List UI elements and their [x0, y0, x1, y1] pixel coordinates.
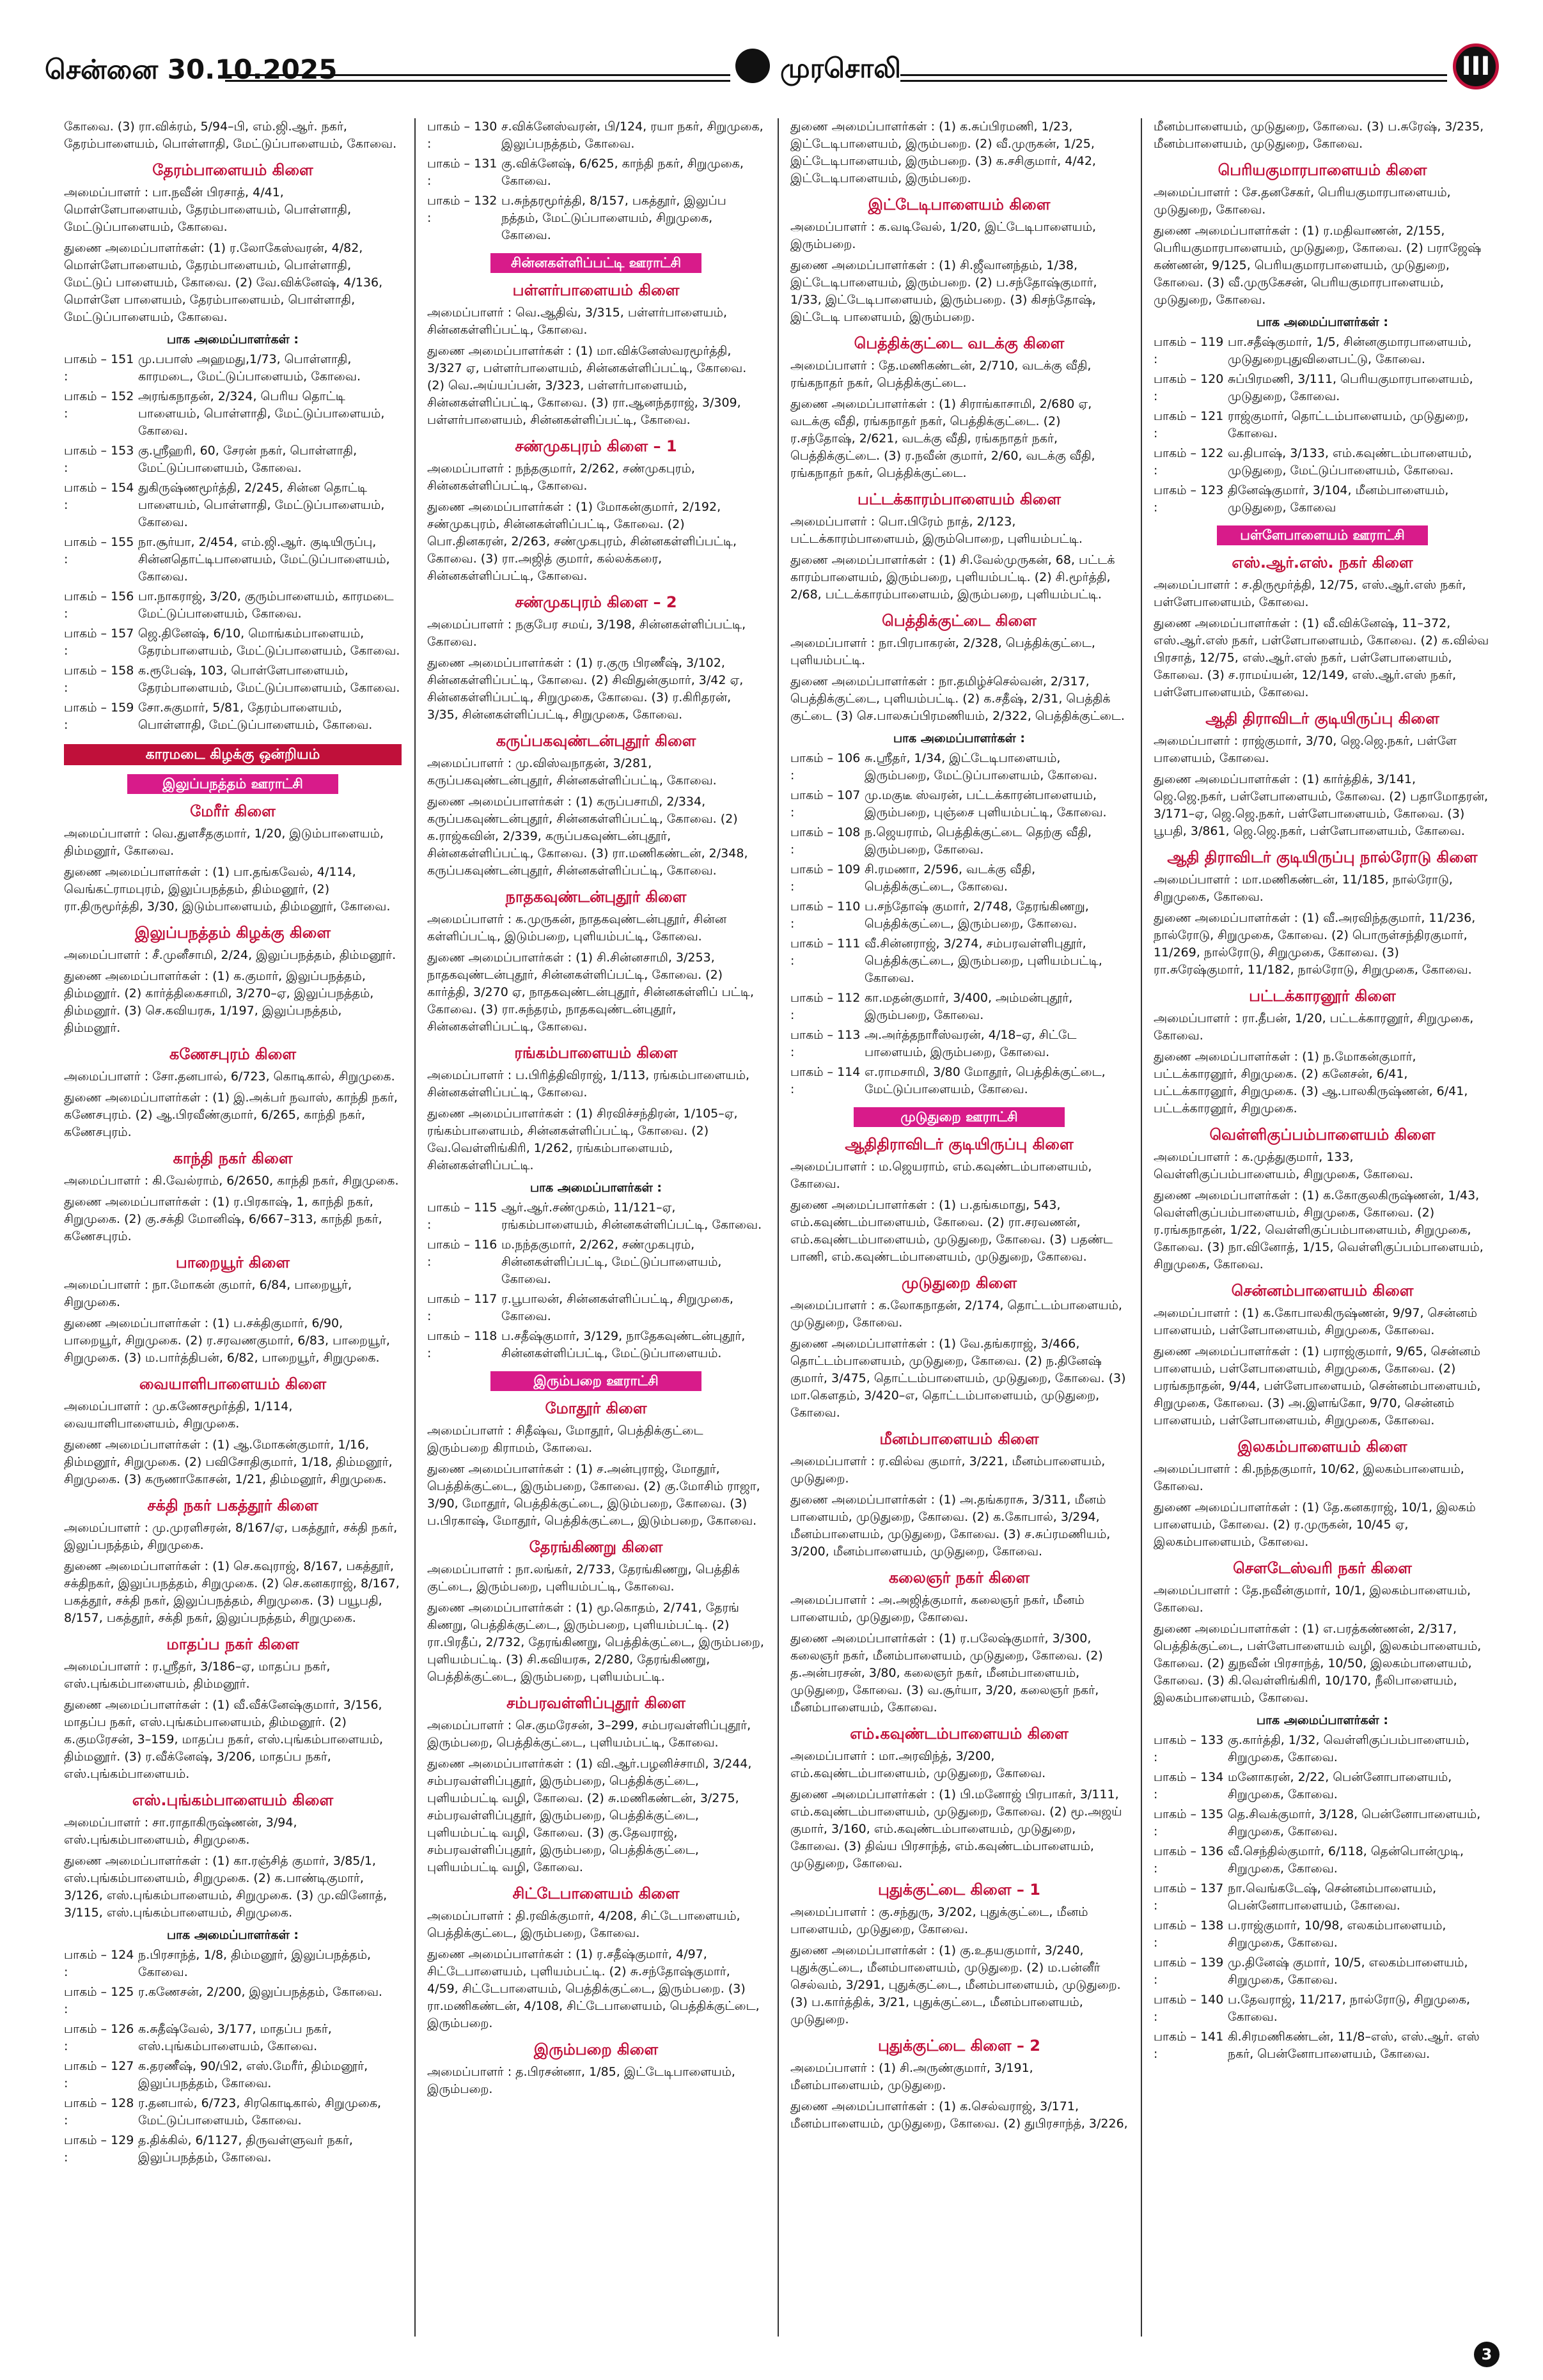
booth-entry: [64, 662, 402, 697]
branch-heading: கருப்பகவுண்டன்புதூர் கிளை: [496, 732, 696, 750]
booth-entry: [790, 1027, 1128, 1061]
paragraph: துணை அமைப்பாளர்கள் : (1) ஆ.மோகன்குமார், 1/16, திம்மனூர், சிறுமுகை. (2) பவிசோதிகுமார், 1/18, திம்மனூர், சிறுமுகை. (3) கருணாகோசன், 1/21, திம்மனூர், சிறுமுகை.: [64, 1438, 393, 1486]
booth-organizer: சி.ரமணா, 2/596, வடக்கு வீதி, பெத்திக்குட்டை, கோவை.: [865, 862, 1036, 894]
paragraph: அமைப்பாளர் : கு.சந்துரு, 3/202, புதுக்குட்டை, மீனம் பாளையம், முடுதுறை, கோவை.: [790, 1905, 1088, 1936]
branch-heading: இரும்பறை கிளை: [533, 2041, 659, 2058]
booth-organizer: க.ரூபேஷ், 103, பொள்ளேபாளையம், தேரம்பாளையம், மேட்டுப்பாளையம், கோவை.: [138, 664, 400, 695]
paragraph: துணை அமைப்பாளர்கள் : (1) ச.அன்புராஜ், மோதூர், பெத்திக்குட்டை, இரும்பறை, கோவை. (2) கு.மோசிம் ராஜா, 3/90, மோதூர், பெத்திக்குட்டை, இடும்பறை, கோவை. (3) ப.பிரகாஷ், மோதூர், பெத்திக்குட்டை, இடும்பறை, கோவை.: [427, 1462, 760, 1528]
booth-number: பாகம் – 119 :: [1154, 335, 1224, 366]
paragraph: துணை அமைப்பாளர்கள் : (1) பி.மனோஜ் பிரபாகர், 3/111, எம்.கவுண்டம்பாளையம், முடுதுறை, கோவை. (2) மூ.அஜய் குமார், 3/160, எம்.கவுண்டம்பாளையம், முடுதுறை, கோவை. (3) திவ்ய பிரசாந்த், எம்.கவுண்டம்பாளையம், முடுதுறை, கோவை.: [790, 1787, 1122, 1871]
branch-heading: சண்முகபுரம் கிளை – 2: [515, 593, 677, 611]
branch-heading: பட்டக்காரனூர் கிளை: [1249, 987, 1396, 1005]
paragraph: துணை அமைப்பாளர்கள் : (1) வே.தங்கராஜ், 3/466, தொட்டம்பாளையம், முடுதுறை, கோவை. (2) ந.தினேஷ் குமார், 3/475, தொட்டம்பாளையம், முடுதுறை, கோவை. (3) மா.கௌதம், 3/420–எ, தொட்டம்பாளையம், முடுதுறை, கோவை.: [790, 1337, 1126, 1420]
booth-entry: [1154, 1806, 1491, 1840]
panchayat-heading-tag: முடுதுறை ஊராட்சி: [854, 1107, 1065, 1127]
panchayat-heading-tag: இரும்பறை ஊராட்சி: [490, 1371, 701, 1391]
masthead-rule-left: [225, 74, 730, 82]
booth-entry: [1154, 408, 1491, 442]
booth-number: பாகம் – 118 :: [427, 1329, 497, 1360]
booth-entry: [790, 1064, 1128, 1098]
booth-organizer: வீ.செந்தில்குமார், 6/118, தென்பொன்முடி, சிறுமுகை, கோவை.: [1228, 1844, 1464, 1876]
booth-entry: [1154, 1954, 1491, 1989]
branch-heading: சக்தி நகர் பகத்தூர் கிளை: [147, 1497, 318, 1514]
booth-entry: [64, 2095, 402, 2129]
branch-heading: சிட்டேபாளையம் கிளை: [512, 1885, 680, 1902]
paragraph: துணை அமைப்பாளர்கள் : (1) இ.அக்பர் நவாஸ், காந்தி நகர், கணேசபுரம். (2) ஆ.பிரவீண்குமார், 6/265, காந்தி நகர், கணேசபுரம்.: [64, 1091, 398, 1139]
booth-number: பாகம் – 112 :: [790, 991, 861, 1022]
branch-heading: எம்.கவுண்டம்பாளையம் கிளை: [850, 1725, 1069, 1743]
booth-organizer: துகிருஷ்ணமூர்த்தி, 2/245, சின்ன தொட்டி பாளையம், பொள்ளாதி, மேட்டுப்பாளையம், கோவை.: [138, 481, 385, 529]
booth-organizer: ஜெ.தினேஷ், 6/10, மொங்கம்பாளையம், தேரம்பாளையம், மேட்டுப்பாளையம், கோவை.: [138, 626, 400, 658]
branch-heading: வெள்ளிகுப்பம்பாளையம் கிளை: [1209, 1126, 1436, 1144]
paragraph: துணை அமைப்பாளர்கள் : (1) பராஜ்குமார், 9/65, சென்னம் பாளையம், பள்ளேபாளையம், சிறுமுகை, கோவை. (2) பரங்கநாதன், 9/44, பள்ளேபாளையம், சென்னம்பாளையம், சிறுமுகை, கோவை. (3) அ.இளங்கோ, 9/70, சென்னம் பாளையம், பள்ளேபாளையம், சிறுமுகை, கோவை.: [1154, 1344, 1481, 1427]
booth-entry: [1154, 2028, 1491, 2063]
paragraph: துணை அமைப்பாளர்கள் : நா.தமிழ்ச்செல்வன், 2/317, பெத்திக்குட்டை, புளியம்பட்டி. (2) க.சதீஷ், 2/31, பெத்திக் குட்டை (3) செ.பாலசுப்பிரமணியம், 2/322, பெத்திக்குட்டை.: [790, 674, 1125, 723]
branch-heading: இலகம்பாளையம் கிளை: [1237, 1438, 1407, 1456]
paragraph: அமைப்பாளர் : க.முத்துகுமார், 133, வெள்ளிகுப்பம்பாளையம், சிறுமுகை, கோவை.: [1154, 1150, 1414, 1181]
booth-organizer: கு.விக்னேஷ், 6/625, காந்தி நகர், சிறுமுகை, கோவை.: [501, 157, 744, 188]
branch-heading: ஆதி திராவிடர் குடியிருப்பு நால்ரோடு கிளை: [1167, 848, 1478, 866]
paragraph: துணை அமைப்பாளர்கள் : (1) க.சுப்பிரமணி, 1/23, இட்டேடிபாளையம், இரும்பறை. (2) வீ.முருகன், 1/25, இட்டேடிபாளையம், இரும்பறை. (3) க.சசிகுமார், 4/42, இட்டேடிபாளையம், இரும்பறை.: [790, 120, 1096, 185]
booth-number: பாகம் – 133 :: [1154, 1733, 1224, 1764]
booth-number: பாகம் – 110 :: [790, 899, 861, 931]
paragraph: அமைப்பாளர் : நந்தகுமார், 2/262, சண்முகபுரம், சின்னகள்ளிப்பட்டி, கோவை.: [427, 462, 695, 493]
masthead-date: சென்னை 30.10.2025: [45, 54, 338, 85]
branch-heading: பெத்திக்குட்டை வடக்கு கிளை: [854, 334, 1065, 352]
paragraph: துணை அமைப்பாளர்கள் : (1) சி.ஜீவானந்தம், 1/38, இட்டேடிபாளையம், இரும்பறை. (2) ப.சந்தோஷ்குமார், 1/33, இட்டேடிபாளையம், இரும்பறை. (3) கிசந்தோஷ், இட்டேடி பாளையம், இரும்பறை.: [790, 258, 1097, 324]
paragraph: அமைப்பாளர் : பொ.பிரேம் நாத், 2/123, பட்டக்காரம்பாளையம், இரும்பொறை, புளியம்பட்டி.: [790, 515, 1083, 546]
booth-entry: [790, 787, 1128, 821]
paragraph: அமைப்பாளர் : மா.மணிகண்டன், 11/185, நால்ரோடு, சிறுமுகை, கோவை.: [1154, 873, 1453, 904]
paragraph: அமைப்பாளர் : நா.லங்கர், 2/733, தேரங்கிணறு, பெத்திக் குட்டை, இரும்பறை, புளியம்பட்டி, கோவை.: [427, 1562, 740, 1594]
paragraph: அமைப்பாளர் : கி.நந்தகுமார், 10/62, இலகம்பாளையம், கோவை.: [1154, 1462, 1464, 1493]
booth-number: பாகம் – 108 :: [790, 825, 861, 857]
booth-entry: [64, 1947, 402, 1981]
booth-number: பாகம் – 138 :: [1154, 1918, 1224, 1950]
paragraph: துணை அமைப்பாளர்கள் : (1) ப.சக்திகுமார், 6/90, பாறையூர், சிறுமுகை. (2) ர.சரவணகுமார், 6/83, பாறையூர், சிறுமுகை. (3) ம.பார்த்திபன், 6/82, பாறையூர், சிறுமுகை.: [64, 1316, 390, 1365]
booth-entry: [64, 1984, 402, 2018]
column-2: [427, 118, 765, 2337]
booth-number: பாகம் – 129 :: [64, 2133, 134, 2165]
paragraph: அமைப்பாளர் : வெ.ஆதிவ், 3/315, பள்ளர்பாளையம், சின்னகள்ளிப்பட்டி, கோவை.: [427, 306, 728, 337]
booth-number: பாகம் – 109 :: [790, 862, 861, 894]
branch-heading: கலைஞர் நகர் கிளை: [888, 1569, 1030, 1587]
paragraph: மீனம்பாளையம், முடுதுறை, கோவை. (3) ப.சுரேஷ், 3/235, மீனம்பாளையம், முடுதுறை, கோவை.: [1154, 120, 1484, 151]
booth-organizer: ராஜ்குமார், தொட்டம்பாளையம், முடுதுறை, கோவை.: [1228, 409, 1469, 440]
branch-heading: ரங்கம்பாளையம் கிளை: [514, 1044, 678, 1062]
booth-entry: [64, 699, 402, 734]
booth-entry: [790, 990, 1128, 1024]
branch-heading: சென்னம்பாளையம் கிளை: [1231, 1282, 1414, 1300]
booth-number: பாகம் – 159 :: [64, 701, 134, 732]
booth-organizer: சு.ஸ்ரீதர், 1/34, இட்டேடிபாளையம், இரும்பறை, மேட்டுப்பாளையம், கோவை.: [865, 751, 1098, 782]
booth-organizer: அரங்கநாதன், 2/324, பெரிய தொட்டி பாளையம், பொள்ளாதி, மேட்டுப்பாளையம், கோவை.: [138, 389, 385, 438]
paragraph: அமைப்பாளர் : நா.பிரபாகரன், 2/328, பெத்திக்குட்டை, புளியம்பட்டி.: [790, 636, 1095, 667]
sub-heading: பாக அமைப்பாளர்கள் :: [529, 1181, 662, 1195]
booth-number: பாகம் – 120 :: [1154, 372, 1224, 403]
booth-entry: [790, 861, 1128, 896]
paragraph: அமைப்பாளர் : ராஜ்குமார், 3/70, ஜெ.ஜெ.நகர், பள்ளே பாளையம், கோவை.: [1154, 734, 1457, 765]
booth-number: பாகம் – 106 :: [790, 751, 861, 782]
booth-organizer: கு.ஸ்ரீஹரி, 60, சேரன் நகர், பொள்ளாதி, மேட்டுப்பாளையம், கோவை.: [138, 444, 357, 475]
union-heading-bar: காரமடை கிழக்கு ஒன்றியம்: [64, 744, 402, 765]
branch-heading: புதுக்குட்டை கிளை – 1: [878, 1881, 1040, 1899]
booth-entry: [1154, 445, 1491, 479]
newspaper-logo-icon: [735, 49, 770, 83]
branch-heading: தேரங்கிணறு கிளை: [529, 1538, 663, 1556]
paragraph: அமைப்பாளர் : நா.மோகன் குமார், 6/84, பாறையூர், சிறுமுகை.: [64, 1278, 352, 1309]
booth-entry: [1154, 1732, 1491, 1766]
booth-entry: [427, 192, 765, 244]
booth-entry: [64, 534, 402, 586]
booth-organizer: மு.தினேஷ் குமார், 10/5, எலகம்பாளையம், சிறுமுகை, கோவை.: [1228, 1956, 1468, 1987]
branch-heading: பெத்திக்குட்டை கிளை: [882, 612, 1037, 630]
booth-number: பாகம் – 156 :: [64, 589, 134, 621]
paragraph: துணை அமைப்பாளர்கள் : (1) கு.உதயகுமார், 3/240, புதுக்குட்டை, மீனம்பாளையம், முடுதுறை. (2) ம.பன்னீர் செல்வம், 3/291, புதுக்குட்டை, மீனம்பாளையம், முடுதுறை. (3) ப.கார்த்திக், 3/21, புதுக்குட்டை, மீனம்பாளையம், முடுதுறை.: [790, 1943, 1121, 2026]
paragraph: துணை அமைப்பாளர்கள் : (1) மூ.கொதம், 2/741, தேரங் கிணறு, பெத்திக்குட்டை, இரும்பறை, புளியம்பட்டி. (2) ரா.பிரதீப், 2/732, தேரங்கிணறு, பெத்திக்குட்டை, இரும்பறை, புளியம்பட்டி. (3) சி.கவியரசு, 2/280, தேரங்கிணறு, பெத்திக்குட்டை, இரும்பறை, புளியம்பட்டி.: [427, 1601, 764, 1684]
booth-organizer: மனோகரன், 2/22, பென்னோபாளையம், சிறுமுகை, கோவை.: [1228, 1770, 1452, 1801]
paragraph: துணை அமைப்பாளர்கள் : (1) வி.ஆர்.பழனிச்சாமி, 3/244, சம்பரவள்ளிப்புதூர், இரும்பறை, பெத்திக்குட்டை, புளியம்பட்டி வழி, கோவை. (2) சு.மணிகண்டன், 3/275, சம்பரவள்ளிப்புதூர், இரும்பறை, பெத்திக்குட்டை, புளியம்பட்டி வழி, கோவை. (3) கு.தேவராஜ், சம்பரவள்ளிப்புதூர், இரும்பறை, பெத்திக்குட்டை, புளியம்பட்டி வழி, கோவை.: [427, 1757, 752, 1874]
booth-entry: [64, 2132, 402, 2166]
paragraph: துணை அமைப்பாளர்கள் : (1) கார்த்திக், 3/141, ஜெ.ஜெ.நகர், பள்ளேபாளையம், கோவை. (2) பதாமோதரன், 3/171–ஏ, ஜெ.ஜெ.நகர், பள்ளேபாளையம், கோவை. (3) பூபதி, 3/861, ஜெ.ஜெ.நகர், பள்ளேபாளையம், கோவை.: [1154, 772, 1489, 838]
paragraph: அமைப்பாளர் : ர.ஸ்ரீதர், 3/186–ஏ, மாதப்ப நகர், எஸ்.புங்கம்பாளையம், திம்மனூர்.: [64, 1660, 331, 1691]
booth-organizer: ந.பிரசாந்த், 1/8, திம்மனூர், இலுப்பநத்தம், கோவை.: [138, 1948, 372, 1979]
paragraph: துணை அமைப்பாளர்கள் : (1) சி.வேல்முருகன், 68, பட்டக் காரம்பாளையம், இரும்பறை, புளியம்பட்டி. (2) சி.மூர்த்தி, 2/68, பட்டக்காரம்பாளையம், இரும்பறை, புளியம்பட்டி.: [790, 553, 1115, 602]
booth-number: பாகம் – 121 :: [1154, 409, 1224, 440]
paragraph: அமைப்பாளர் : மு.கணேசமூர்த்தி, 1/114, வையாளிபாளையம், சிறுமுகை.: [64, 1399, 293, 1431]
paragraph: துணை அமைப்பாளர்கள் : (1) வீ.வீக்னேஷ்குமார், 3/156, மாதப்ப நகர், எஸ்.புங்கம்பாளையம், திம்மனூர். (2) க.குமரேசன், 3–159, மாதப்ப நகர், எஸ்.புங்கம்பாளையம், திம்மனூர். (3) ர.வீக்னேஷ், 3/206, மாதப்ப நகர், எஸ்.புங்கம்பாளையம்.: [64, 1698, 384, 1781]
booth-entry: [1154, 334, 1491, 368]
branch-heading: சௌடேஸ்வரி நகர் கிளை: [1233, 1559, 1412, 1577]
booth-entry: [427, 1291, 765, 1325]
booth-organizer: நா.வெங்கடேஷ், சென்னம்பாளையம், பென்னோபாளையம், கோவை.: [1228, 1881, 1437, 1913]
paragraph: துணை அமைப்பாளர்கள் : (1) க.கோகுலகிருஷ்ணன், 1/43, வெள்ளிகுப்பம்பாளையம், சிறுமுகை, கோவை. (2) ர.ரங்கநாதன், 1/22, வெள்ளிகுப்பம்பாளையம், சிறுமுகை, கோவை. (3) நா.வினோத், 1/15, வெள்ளிகுப்பம்பாளையம், சிறுமுகை, கோவை.: [1154, 1188, 1484, 1272]
booth-entry: [1154, 1769, 1491, 1803]
paragraph: துணை அமைப்பாளர்கள் : (1) ர.மதிவாணன், 2/155, பெரியகுமாரபாளையம், முடுதுறை, கோவை. (2) பராஜேஷ் கண்ணன், 9/125, பெரியகுமாரபாளையம், முடுதுறை, கோவை. (3) வீ.முருகேசன், பெரியகுமாரபாளையம், முடுதுறை, கோவை.: [1154, 224, 1482, 307]
booth-entry: [790, 824, 1128, 859]
booth-organizer: ர.தனபால், 6/723, சிரகொடிகால், சிறுமுகை, மேட்டுப்பாளையம், கோவை.: [138, 2096, 382, 2127]
page-number-badge: III: [1453, 43, 1499, 89]
booth-organizer: எ.ராமசாமி, 3/80 மோதூர், பெத்திக்குட்டை, மேட்டுப்பாளையம், கோவை.: [865, 1065, 1106, 1096]
branch-heading: பெரியகுமாரபாளையம் கிளை: [1218, 161, 1427, 179]
booth-number: பாகம் – 157 :: [64, 626, 134, 658]
paragraph: துணை அமைப்பாளர்கள் : (1) பா.தங்கவேல், 4/114, வெங்கட்ராமபுரம், இலுப்பநத்தம், திம்மனூர், (2) ரா.திருமூர்த்தி, 3/30, இடும்பாளையம், திம்மனூர், கோவை.: [64, 865, 391, 914]
branch-heading: கணேசபுரம் கிளை: [169, 1045, 297, 1063]
booth-entry: [64, 388, 402, 440]
booth-number: பாகம் – 114 :: [790, 1065, 861, 1096]
panchayat-heading-tag: பள்ளேபாளையம் ஊராட்சி: [1217, 525, 1428, 545]
column-divider: [1141, 118, 1142, 2337]
booth-organizer: கி.சிரமணிகண்டன், 11/8–எஸ், எஸ்.ஆர். எஸ் நகர், பென்னோபாளையம், கோவை.: [1228, 2030, 1480, 2061]
paragraph: துணை அமைப்பாளர்கள் : (1) ர.பலேஷ்குமார், 3/300, கலைஞர் நகர், மீனம்பாளையம், முடுதுறை, கோவை. (2) த.அன்பரசன், 3/80, கலைஞர் நகர், மீனம்பாளையம், முடுதுறை, கோவை. (3) வ.சூர்யா, 3/20, கலைஞர் நகர், மீனம்பாளையம், கோவை.: [790, 1631, 1103, 1715]
paragraph: துணை அமைப்பாளர்கள் : (1) ர.பிரகாஷ், 1, காந்தி நகர், சிறுமுகை. (2) கு.சக்தி மோனிஷ், 6/667–313, காந்தி நகர், கணேசபுரம்.: [64, 1195, 382, 1243]
paragraph: துணை அமைப்பாளர்கள் : (1) ர.குரு பிரணீஷ், 3/102, சின்னகள்ளிப்பட்டி, கோவை. (2) சிவிதுன்குமார், 3/42 ஏ, சின்னகள்ளிப்பட்டி, சிறுமுகை, கோவை. (3) ர.கிரிதரன், 3/35, சின்னகள்ளிப்பட்டி, சிறுமுகை, கோவை.: [427, 656, 744, 722]
booth-organizer: சுப்பிரமணி, 3/111, பெரியகுமாரபாளையம், முடுதுறை, கோவை.: [1228, 372, 1473, 403]
booth-entry: [790, 750, 1128, 784]
booth-organizer: மு.மகுடீ ஸ்வரன், பட்டக்காரன்பாளையம், இரும்பறை, புஞ்சை புளியம்பட்டி, கோவை.: [865, 788, 1107, 820]
paragraph: துணை அமைப்பாளர்கள் : (1) கா.ரஞ்சித் குமார், 3/85/1, எஸ்.புங்கம்பாளையம், சிறுமுகை. (2) க.பாண்டிகுமார், 3/126, எஸ்.புங்கம்பாளையம், சிறுமுகை. (3) மு.வினோத், 3/115, எஸ்.புங்கம்பாளையம், சிறுமுகை.: [64, 1854, 388, 1920]
paragraph: துணை அமைப்பாளர்கள்: (1) ர.லோகேஸ்வரன், 4/82, மொள்ளேபாளையம், தேரம்பாளையம், பொள்ளாதி, மேட்டுப் பாளையம், கோவை. (2) வே.விக்னேஷ், 4/136, மொள்ளே பாளையம், தேரம்பாளையம், பொள்ளாதி, மேட்டுப்பாளையம், கோவை.: [64, 241, 383, 324]
booth-entry: [1154, 371, 1491, 405]
paragraph: துணை அமைப்பாளர்கள் : (1) தே.கனகராஜ், 10/1, இலகம் பாளையம், கோவை. (2) ர.முருகன், 10/45 ஏ, இலகம்பாளையம், கோவை.: [1154, 1500, 1476, 1549]
sub-heading: பாக அமைப்பாளர்கள் :: [166, 1928, 299, 1942]
booth-number: பாகம் – 123 :: [1154, 483, 1224, 515]
booth-entry: [1154, 1843, 1491, 1878]
booth-organizer: ச.விக்னேஸ்வரன், பி/124, ரயா நகர், சிறுமுகை, இலுப்பநத்தம், கோவை.: [501, 120, 764, 151]
branch-heading: இட்டேடிபாளையம் கிளை: [868, 196, 1051, 214]
booth-number: பாகம் – 117 :: [427, 1292, 497, 1323]
branch-heading: எஸ்.புங்கம்பாளையம் கிளை: [132, 1791, 334, 1809]
booth-number: பாகம் – 137 :: [1154, 1881, 1224, 1913]
booth-organizer: ப.ராஜ்குமார், 10/98, எலகம்பாளையம், சிறுமுகை, கோவை.: [1228, 1918, 1446, 1950]
booth-organizer: ஆர்.ஆர்.சண்முகம், 11/121–ஏ, ரங்கம்பாளையம், சின்னகள்ளிப்பட்டி, கோவை.: [501, 1201, 762, 1232]
booth-number: பாகம் – 115 :: [427, 1201, 497, 1232]
booth-number: பாகம் – 125 :: [64, 1985, 134, 2016]
paragraph: அமைப்பாளர் : (1) சி.அருண்குமார், 3/191, மீனம்பாளையம், முடுதுறை.: [790, 2061, 1033, 2092]
branch-heading: முடுதுறை கிளை: [901, 1274, 1017, 1292]
paragraph: அமைப்பாளர் : க.வடிவேல், 1/20, இட்டேடிபாளையம், இரும்பறை.: [790, 220, 1097, 251]
branch-heading: மீனம்பாளையம் கிளை: [879, 1430, 1039, 1448]
branch-heading: பட்டக்காரம்பாளையம் கிளை: [857, 490, 1061, 508]
booth-number: பாகம் – 152 :: [64, 389, 134, 421]
booth-entry: [427, 1199, 765, 1234]
booth-number: பாகம் – 140 :: [1154, 1993, 1224, 2024]
branch-heading: சம்பரவள்ளிப்புதூர் கிளை: [506, 1694, 685, 1712]
booth-organizer: க.தரணீஷ், 90/பி2, எஸ்.மேரீர், திம்மனூர், இலுப்பநத்தம், கோவை.: [138, 2059, 368, 2090]
paragraph: துணை அமைப்பாளர்கள் : (1) க.குமார், இலுப்பநத்தம், திம்மனூர். (2) கார்த்திகைசாமி, 3/270–ஏ, இலுப்பநத்தம், திம்மனூர். (3) செ.கவியரசு, 1/197, இலுப்பநத்தம், திம்மனூர்.: [64, 969, 374, 1035]
paragraph: துணை அமைப்பாளர்கள் : (1) அ.தங்கராசு, 3/311, மீனம் பாளையம், முடுதுறை, கோவை. (2) க.கோபால், 3/294, மீனம்பாளையம், முடுதுறை, கோவை. (3) ச.சுப்ரமணியம், 3/200, மீனம்பாளையம், முடுதுறை, கோவை.: [790, 1493, 1111, 1559]
booth-number: பாகம் – 132 :: [427, 194, 497, 225]
newspaper-title: முரசொலி: [780, 52, 901, 84]
paragraph: துணை அமைப்பாளர்கள் : (1) எ.பரத்கண்ணன், 2/317, பெத்திக்குட்டை, பள்ளேபாளையம் வழி, இலகம்பாளையம், கோவை. (2) துநவீன் பிரசாந்த், 10/50, இலகம்பாளையம், கோவை. (3) கி.வெள்ளிங்கிரி, 10/170, நீலிபாளையம், இலகம்பாளையம், கோவை.: [1154, 1622, 1482, 1705]
panchayat-heading-tag: இலுப்பநத்தம் ஊராட்சி: [127, 774, 338, 794]
paragraph: துணை அமைப்பாளர்கள் : (1) சிராங்காசாமி, 2/680 ஏ, வடக்கு வீதி, ரங்கநாதர் நகர், பெத்திக்குட்டை. (2) ர.சந்தோஷ், 2/621, வடக்கு வீதி, ரங்கநாதர் நகர், பெத்திக்குட்டை. (3) ர.நவீன் குமார், 2/60, வடக்கு வீதி, ரங்கநாதர் நகர், பெத்திக்குட்டை.: [790, 397, 1095, 480]
booth-organizer: தினேஷ்குமார், 3/104, மீனம்பாளையம், முடுதுறை, கோவை: [1228, 483, 1449, 515]
paragraph: துணை அமைப்பாளர்கள் : (1) சிரவிச்சந்திரன், 1/105–ஏ, ரங்கம்பாளையம், சின்னகள்ளிப்பட்டி, கோவை. (2) வே.வெள்ளிங்கிரி, 1/262, ரங்கம்பாளையம், சின்னகள்ளிப்பட்டி.: [427, 1107, 738, 1172]
booth-organizer: ப.தேவராஜ், 11/217, நால்ரோடு, சிறுமுகை, கோவை.: [1228, 1993, 1471, 2024]
booth-organizer: சோ.சுகுமார், 5/81, தேரம்பாளையம், பொள்ளாதி, மேட்டுப்பாளையம், கோவை.: [138, 701, 373, 732]
paragraph: அமைப்பாளர் : (1) க.கோபாலகிருஷ்ணன், 9/97, சென்னம் பாளையம், பள்ளேபாளையம், சிறுமுகை, கோவை.: [1154, 1306, 1478, 1337]
paragraph: துணை அமைப்பாளர்கள் : (1) மா.விக்னேஸ்வரமூர்த்தி, 3/327 ஏ, பள்ளர்பாளையம், சின்னகள்ளிப்பட்டி, கோவை. (2) வெ.அய்யப்பன், 3/323, பள்ளர்பாளையம், சின்னகள்ளிப்பட்டி, கோவை. (3) ரா.ஆனந்தராஜ், 3/309, பள்ளர்பாளையம், சின்னகள்ளிப்பட்டி, கோவை.: [427, 344, 747, 427]
branch-heading: காந்தி நகர் கிளை: [173, 1149, 293, 1167]
booth-entry: [64, 442, 402, 477]
column-1: [64, 118, 402, 2337]
paragraph: அமைப்பாளர் : வெ.துளசீதகுமார், 1/20, இடும்பாளையம், திம்மனூர், கோவை.: [64, 827, 384, 858]
paragraph: அமைப்பாளர் : ர.வில்வ குமார், 3/221, மீனம்பாளையம், முடுதுறை.: [790, 1454, 1106, 1486]
branch-heading: எஸ்.ஆர்.எஸ். நகர் கிளை: [1232, 554, 1413, 572]
column-divider: [414, 118, 416, 2337]
booth-entry: [64, 351, 402, 385]
paragraph: அமைப்பாளர் : க.லோகநாதன், 2/174, தொட்டம்பாளையம், முடுதுறை, கோவை.: [790, 1298, 1122, 1330]
paragraph: அமைப்பாளர் : சா.ராதாகிருஷ்ணன், 3/94, எஸ்.புங்கம்பாளையம், சிறுமுகை.: [64, 1816, 297, 1847]
booth-organizer: ர.கணேசன், 2/200, இலுப்பநத்தம், கோவை.: [138, 1985, 382, 1999]
column-4: [1154, 118, 1491, 2337]
paragraph: அமைப்பாளர் : த.பிரசன்னா, 1/85, இட்டேடிபாளையம், இரும்பறை.: [427, 2065, 735, 2096]
booth-organizer: அ.அர்த்தநாரீஸ்வரன், 4/18–ஏ, சிட்டே பாளையம், இரும்பறை, கோவை.: [865, 1028, 1077, 1059]
booth-number: பாகம் – 122 :: [1154, 446, 1224, 478]
branch-heading: நாதகவுண்டன்புதூர் கிளை: [505, 888, 687, 906]
paragraph: அமைப்பாளர் : ரா.தீபன், 1/20, பட்டக்காரனூர், சிறுமுகை, கோவை.: [1154, 1011, 1474, 1043]
paragraph: அமைப்பாளர் : சீ.முனீசாமி, 2/24, இலுப்பநத்தம், திம்மனூர்.: [64, 948, 396, 962]
sub-heading: பாக அமைப்பாளர்கள் :: [166, 332, 299, 346]
booth-organizer: ப.சந்தோஷ் குமார், 2/748, தேரங்கிணறு, பெத்திக்குட்டை, இரும்பறை, கோவை.: [865, 899, 1089, 931]
booth-organizer: ப.சுந்தரமூர்த்தி, 8/157, பகத்தூர், இலுப்ப நத்தம், மேட்டுப்பாளையம், சிறுமுகை, கோவை.: [501, 194, 726, 242]
booth-entry: [64, 625, 402, 660]
paragraph: துணை அமைப்பாளர்கள் : (1) வீ.விக்னேஷ், 11–372, எஸ்.ஆர்.எஸ் நகர், பள்ளேபாளையம், கோவை. (2) க.வில்வ பிரசாத், 12/75, எஸ்.ஆர்.எஸ் நகர், பள்ளேபாளையம், கோவை. (3) ச.ராமய்யன், 12/149, எஸ்.ஆர்.எஸ் நகர், பள்ளேபாளையம், கோவை.: [1154, 616, 1489, 699]
branch-heading: தேரம்பாளையம் கிளை: [152, 161, 313, 179]
booth-entry: [790, 898, 1128, 933]
booth-number: பாகம் – 113 :: [790, 1028, 861, 1059]
booth-organizer: பா.சதீஷ்குமார், 1/5, சின்னகுமாரபாளையம், முடுதுறைபுதுவிளைபட்டு, கோவை.: [1228, 335, 1472, 366]
booth-number: பாகம் – 139 :: [1154, 1956, 1224, 1987]
booth-entry: [1154, 1991, 1491, 2026]
booth-organizer: த.திக்கில், 6/1127, திருவள்ளுவர் நகர், இலுப்பநத்தம், கோவை.: [138, 2133, 353, 2165]
footer-page-number: 3: [1474, 2342, 1500, 2367]
booth-number: பாகம் – 128 :: [64, 2096, 134, 2127]
booth-number: பாகம் – 153 :: [64, 444, 134, 475]
branch-heading: இலுப்பநத்தம் கிழக்கு கிளை: [134, 924, 331, 942]
booth-organizer: ர.பூபாலன், சின்னகள்ளிப்பட்டி, சிறுமுகை, கோவை.: [501, 1292, 733, 1323]
paragraph: அமைப்பாளர் : பா.நவீன் பிரசாத், 4/41, மொள்ளேபாளையம், தேரம்பாளையம், பொள்ளாதி, மேட்டுப்பாளையம், கோவை.: [64, 185, 352, 234]
booth-organizer: கா.மதன்குமார், 3/400, அம்மன்புதூர், இரும்பறை, கோவை.: [865, 991, 1073, 1022]
paragraph: துணை அமைப்பாளர்கள் : (1) ர.சதீஷ்குமார், 4/97, சிட்டேபாளையம், புளியம்பட்டி. (2) சு.சந்தோஷ்குமார், 4/59, சிட்டேபாளையம், பெத்திக்குட்டை, இரும்பறை. (3) ரா.மணிகண்டன், 4/108, சிட்டேபாளையம், பெத்திக்குட்டை, இரும்பறை.: [427, 1947, 760, 2030]
booth-number: பாகம் – 130 :: [427, 120, 497, 151]
booth-organizer: கு.கார்த்தி, 1/32, வெள்ளிகுப்பம்பாளையம், சிறுமுகை, கோவை.: [1228, 1733, 1469, 1764]
booth-organizer: மு.பபாஸ் அஹமது,1/73, பொள்ளாதி, காரமடை, மேட்டுப்பாளையம், கோவை.: [138, 352, 361, 384]
paragraph: துணை அமைப்பாளர்கள் : (1) வீ.அரவிந்தகுமார், 11/236, நால்ரோடு, சிறுமுகை, கோவை. (2) பொருள்சந்திரகுமார், 11/269, நால்ரோடு, சிறுமுகை, கோவை. (3) ரா.சுரேஷ்குமார், 11/182, நால்ரோடு, சிறுமுகை, கோவை.: [1154, 911, 1476, 977]
paragraph: துணை அமைப்பாளர்கள் : (1) மோகன்குமார், 2/192, சண்முகபுரம், சின்னகள்ளிப்பட்டி, கோவை. (2) பொ.தினகரன், 2/263, சண்முகபுரம், சின்னகள்ளிப்பட்டி, கோவை. (3) ரா.அஜித் குமார், கல்லக்கரை, சின்னகள்ளிப்பட்டி, கோவை.: [427, 500, 737, 583]
paragraph: அமைப்பாளர் : செ.குமரேசன், 3–299, சம்பரவள்ளிப்புதூர், இரும்பறை, பெத்திக்குட்டை, புளியம்பட்டி, கோவை.: [427, 1718, 751, 1750]
booth-entry: [427, 155, 765, 190]
paragraph: அமைப்பாளர் : ம.ஜெயராம், எம்.கவுண்டம்பாளையம், கோவை.: [790, 1160, 1092, 1191]
paragraph: அமைப்பாளர் : கி.வேல்ராம், 6/2650, காந்தி நகர், சிறுமுகை.: [64, 1174, 399, 1188]
paragraph: அமைப்பாளர் : க.முருகன், நாதகவுண்டன்புதூர், சின்ன கள்ளிப்பட்டி, இடும்பறை, புளியம்பட்டி, கோவை.: [427, 912, 727, 944]
article-columns: [64, 118, 1503, 2337]
booth-number: பாகம் – 131 :: [427, 157, 497, 188]
masthead: [38, 50, 1503, 100]
sub-heading: பாக அமைப்பாளர்கள் :: [1256, 315, 1388, 329]
booth-entry: [427, 118, 765, 153]
branch-heading: மாதப்ப நகர் கிளை: [166, 1635, 299, 1653]
paragraph: அமைப்பாளர் : ப.பிரித்திவிராஜ், 1/113, ரங்கம்பாளையம், சின்னகள்ளிப்பட்டி, கோவை.: [427, 1068, 750, 1100]
booth-number: பாகம் – 151 :: [64, 352, 134, 384]
paragraph: அமைப்பாளர் : ச.திருமூர்த்தி, 12/75, எஸ்.ஆர்.எஸ் நகர், பள்ளேபாளையம், கோவை.: [1154, 578, 1466, 609]
paragraph: துணை அமைப்பாளர்கள் : (1) சி.சின்னசாமி, 3/253, நாதகவுண்டன்புதூர், சின்னகள்ளிப்பட்டி, கோவை. (2) கார்த்தி, 3/270 ஏ, நாதகவுண்டன்புதூர், சின்னகள்ளிப் பட்டி, கோவை. (3) ரா.சுந்தரம், நாதகவுண்டன்புதூர், சின்னகள்ளிப்பட்டி, கோவை.: [427, 951, 755, 1034]
booth-organizer: வ.திபாஷ், 3/133, எம்.கவுண்டம்பாளையம், முடுதுறை, மேட்டுப்பாளையம், கோவை.: [1228, 446, 1472, 478]
panchayat-heading-tag: சின்னகள்ளிப்பட்டி ஊராட்சி: [490, 253, 701, 273]
paragraph: அமைப்பாளர் : மு.முரளிசரன், 8/167/ஏ, பகத்தூர், சக்தி நகர், இலுப்பநத்தம், சிறுமுகை.: [64, 1521, 398, 1552]
column-3: [790, 118, 1128, 2337]
sub-heading: பாக அமைப்பாளர்கள் :: [893, 731, 1025, 745]
booth-number: பாகம் – 127 :: [64, 2059, 134, 2090]
booth-number: பாகம் – 116 :: [427, 1238, 497, 1269]
paragraph: அமைப்பாளர் : தே.நவீன்குமார், 10/1, இலகம்பாளையம், கோவை.: [1154, 1583, 1471, 1615]
booth-entry: [1154, 1917, 1491, 1952]
booth-entry: [64, 588, 402, 623]
booth-entry: [1154, 1880, 1491, 1915]
sub-heading: பாக அமைப்பாளர்கள் :: [1256, 1713, 1388, 1727]
booth-entry: [427, 1236, 765, 1288]
booth-organizer: ம.நந்தகுமார், 2/262, சண்முகபுரம், சின்னகள்ளிப்பட்டி, மேட்டுப்பாளையம், கோவை.: [501, 1238, 722, 1286]
paragraph: அமைப்பாளர் : தி.ரவிக்குமார், 4/208, சிட்டேபாளையம், பெத்திக்குட்டை, இரும்பறை, கோவை.: [427, 1909, 740, 1940]
booth-entry: [1154, 482, 1491, 517]
booth-organizer: பா.நாகராஜ், 3/20, குரும்பாளையம், காரமடை மேட்டுப்பாளையம், கோவை.: [138, 589, 394, 621]
booth-organizer: தெ.சிவக்குமார், 3/128, பென்னோபாளையம், சிறுமுகை, கோவை.: [1228, 1807, 1481, 1839]
branch-heading: மோதூர் கிளை: [545, 1399, 647, 1417]
booth-organizer: வீ.சின்னராஜ், 3/274, சம்பரவள்ளிபுதூர், பெத்திக்குட்டை, இரும்பறை, புளியம்பட்டி, கோவை.: [865, 937, 1102, 985]
booth-number: பாகம் – 126 :: [64, 2022, 134, 2053]
paragraph: அமைப்பாளர் : நகுபேர சமய், 3/198, சின்னகள்ளிப்பட்டி, கோவை.: [427, 618, 746, 649]
booth-number: பாகம் – 155 :: [64, 535, 134, 566]
branch-heading: சண்முகபுரம் கிளை – 1: [515, 437, 677, 455]
booth-entry: [64, 2021, 402, 2055]
booth-organizer: ந.ஜெயராம், பெத்திக்குட்டை தெற்கு வீதி, இரும்பறை, கோவை.: [865, 825, 1092, 857]
branch-heading: வையாளிபாளையம் கிளை: [139, 1375, 327, 1393]
booth-number: பாகம் – 158 :: [64, 664, 134, 695]
branch-heading: பாறையூர் கிளை: [175, 1254, 290, 1272]
booth-number: பாகம் – 135 :: [1154, 1807, 1224, 1839]
branch-heading: ஆதிதிராவிடர் குடியிருப்பு கிளை: [845, 1135, 1074, 1153]
paragraph: அமைப்பாளர் : சிதீஷ்வ, மோதூர், பெத்திக்குட்டை இரும்பறை கிராமம், கோவை.: [427, 1424, 703, 1455]
booth-organizer: க.சுதீஷ்வேல், 3/177, மாதப்ப நகர், எஸ்.புங்கம்பாளையம், கோவை.: [138, 2022, 332, 2053]
booth-number: பாகம் – 154 :: [64, 481, 134, 512]
booth-number: பாகம் – 124 :: [64, 1948, 134, 1979]
booth-entry: [427, 1328, 765, 1362]
branch-heading: மேரீர் கிளை: [190, 802, 276, 820]
paragraph: அமைப்பாளர் : சே.தனசேகர், பெரியகுமாரபாளையம், முடுதுறை, கோவை.: [1154, 185, 1451, 217]
paragraph: அமைப்பாளர் : மா.அரவிந்த், 3/200, எம்.கவுண்டம்பாளையம், முடுதுறை, கோவை.: [790, 1749, 1046, 1780]
paragraph: அமைப்பாளர் : மு.விஸ்வநாதன், 3/281, கருப்பகவுண்டன்புதூர், சின்னகள்ளிப்பட்டி, கோவை.: [427, 756, 717, 788]
paragraph: அமைப்பாளர் : அ.அஜித்குமார், கலைஞர் நகர், மீனம் பாளையம், முடுதுறை, கோவை.: [790, 1593, 1085, 1624]
paragraph: துணை அமைப்பாளர்கள் : (1) ப.தங்கமாது, 543, எம்.கவுண்டம்பாளையம், கோவை. (2) ரா.சரவணன், எம்.கவுண்டம்பாளையம், முடுதுறை, கோவை. (3) பதண்ட பாணி, எம்.கவுண்டம்பாளையம், முடுதுறை, கோவை.: [790, 1198, 1113, 1264]
masthead-rule-right: [900, 74, 1447, 82]
paragraph: துணை அமைப்பாளர்கள் : (1) ந.மோகன்குமார், பட்டக்காரனூர், சிறுமுகை. (2) கனேசன், 6/41, பட்டக்காரனூர், சிறுமுகை. (3) ஆ.பாலகிருஷ்ணன், 6/41, பட்டக்காரனூர், சிறுமுகை.: [1154, 1050, 1468, 1116]
booth-organizer: ப.சதீஷ்குமார், 3/129, நாதேகவுண்டன்புதூர், சின்னகள்ளிப்பட்டி, மேட்டுப்பாளையம்.: [501, 1329, 746, 1360]
booth-number: பாகம் – 111 :: [790, 937, 861, 968]
booth-number: பாகம் – 134 :: [1154, 1770, 1224, 1801]
branch-heading: புதுக்குட்டை கிளை – 2: [878, 2037, 1040, 2055]
booth-number: பாகம் – 136 :: [1154, 1844, 1224, 1876]
paragraph: துணை அமைப்பாளர்கள் : (1) கருப்பசாமி, 2/334, கருப்பகவுண்டன்புதூர், சின்னகள்ளிப்பட்டி, கோவை. (2) க.ராஜ்கவின், 2/339, கருப்பகவுண்டன்புதூர், சின்னகள்ளிப்பட்டி, கோவை. (3) ரா.மணிகண்டன், 2/348, கருப்பகவுண்டன்புதூர், சின்னகள்ளிப்பட்டி, கோவை.: [427, 795, 748, 878]
column-divider: [778, 118, 779, 2337]
booth-entry: [64, 2058, 402, 2092]
paragraph: துணை அமைப்பாளர்கள் : (1) செ.கவுராஜ், 8/167, பகத்தூர், சக்திநகர், இலுப்பநத்தம், சிறுமுகை. (2) செ.கனகராஜ், 8/167, பகத்தூர், சக்தி நகர், இலுப்பநத்தம், சிறுமுகை. (3) பயூபதி, 8/157, பகத்தூர், சக்தி நகர், இலுப்பநத்தம், சிறுமுகை.: [64, 1559, 400, 1625]
booth-number: பாகம் – 107 :: [790, 788, 861, 820]
paragraph: அமைப்பாளர் : தே.மணிகண்டன், 2/710, வடக்கு வீதி, ரங்கநாதர் நகர், பெத்திக்குட்டை.: [790, 359, 1092, 390]
paragraph: அமைப்பாளர் : சோ.தனபால், 6/723, கொடிகால், சிறுமுகை.: [64, 1069, 395, 1084]
booth-organizer: நா.சூர்யா, 2/454, எம்.ஜி.ஆர். குடியிருப்பு, சின்னதொட்டிபாளையம், மேட்டுப்பாளையம், கோவை.: [138, 535, 390, 584]
booth-number: பாகம் – 141 :: [1154, 2030, 1224, 2061]
branch-heading: ஆதி திராவிடர் குடியிருப்பு கிளை: [1205, 710, 1439, 727]
paragraph: கோவை. (3) ரா.விக்ரம், 5/94–பி, எம்.ஜி.ஆர். நகர், தேரம்பாளையம், பொள்ளாதி, மேட்டுப்பாளையம், கோவை.: [64, 120, 397, 151]
branch-heading: பள்ளர்பாளையம் கிளை: [512, 281, 680, 299]
booth-entry: [64, 479, 402, 531]
booth-entry: [790, 935, 1128, 987]
paragraph: துணை அமைப்பாளர்கள் : (1) க.செல்வராஜ், 3/171, மீனம்பாளையம், முடுதுறை, கோவை. (2) துபிரசாந்த், 3/226,: [790, 2099, 1128, 2131]
